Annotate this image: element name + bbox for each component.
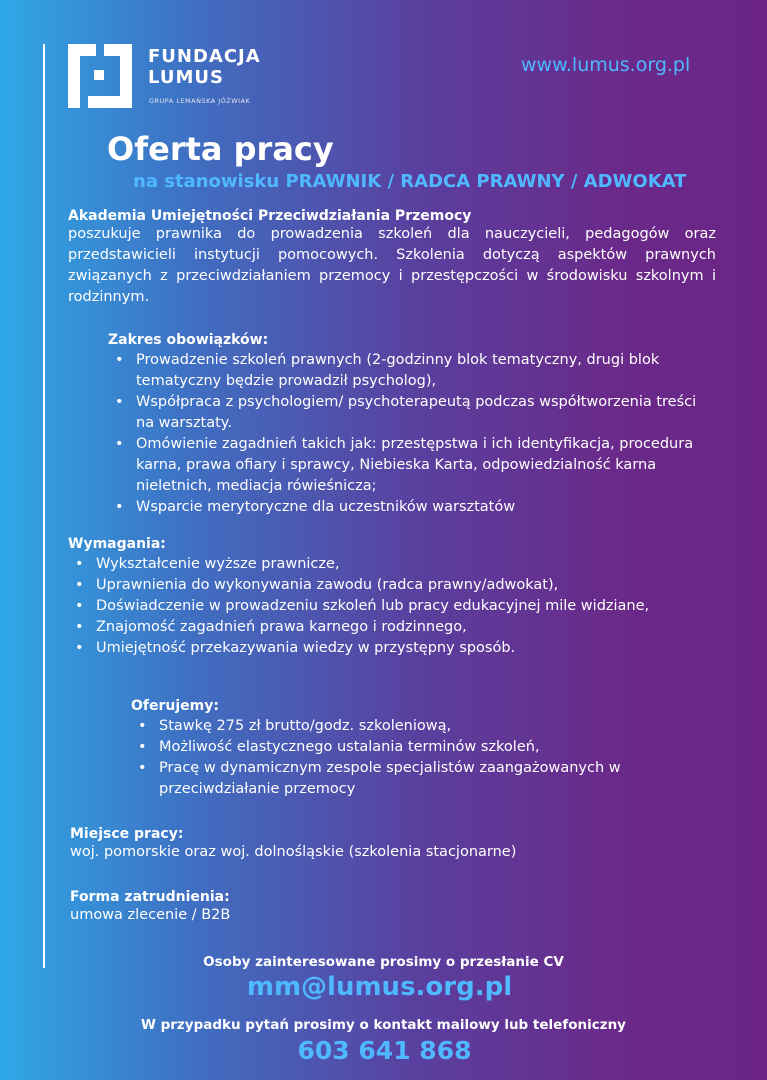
list-item: • Znajomość zagadnień prawa karnego i rodzinnego, [68,617,668,638]
questions-instruction: W przypadku pytań prosimy o kontakt mailowy lub telefoniczny [141,1017,626,1033]
brand-line-2: LUMUS [148,67,224,88]
website-link[interactable]: www.lumus.org.pl [521,54,691,76]
offer-section [131,698,731,800]
lumus-logo-icon [68,44,132,108]
page-title: Oferta pracy [107,130,334,168]
brand-name [148,46,261,88]
contact-email[interactable]: mm@lumus.org.pl [246,972,513,1002]
list-item: • Umiejętność przekazywania wiedzy w przystępny sposób. [68,638,668,659]
list-item: • Uprawnienia do wykonywania zawodu (radca prawny/adwokat), [68,575,668,596]
requirements-heading: Wymagania: [68,536,166,552]
brand-line-1: FUNDACJA [148,46,261,67]
duties-list [108,350,708,518]
list-item: • Możliwość elastycznego ustalania terminów szkoleń, [131,737,731,758]
workplace-section [70,826,516,863]
duties-heading: Zakres obowiązków: [108,332,269,348]
duties-section [108,332,708,518]
cv-instruction: Osoby zainteresowane prosimy o przesłanie CV [203,954,564,970]
list-item: • Wykształcenie wyższe prawnicze, [68,554,668,575]
workplace-text: woj. pomorskie oraz woj. dolnośląskie (szkolenia stacjonarne) [70,844,517,860]
contact-phone[interactable]: 603 641 868 [297,1036,472,1065]
intro-text: poszukuje prawnika do prowadzenia szkoleń dla nauczycieli, pedagogów oraz przedstawicieli instytucji pomocowych. Szkolenia dotyczą aspektów prawnych związanych z przeciwdziałaniem przemocy i przestępczości w środowisku szkolnym i rodzinnym. [68,226,716,305]
list-item: • Wsparcie merytoryczne dla uczestników warsztatów [108,497,708,518]
employment-heading: Forma zatrudnienia: [70,889,230,905]
intro-heading: Akademia Umiejętności Przeciwdziałania Przemocy [68,208,472,224]
list-item: • Współpraca z psychologiem/ psychoterapeutą podczas współtworzenia treści na warsztaty. [108,392,708,434]
workplace-heading: Miejsce pracy: [70,826,184,842]
intro-section [68,208,716,308]
list-item: • Doświadczenie w prowadzeniu szkoleń lub pracy edukacyjnej mile widziane, [68,596,668,617]
list-item: • Omówienie zagadnień takich jak: przestępstwa i ich identyfikacja, procedura karna, prawa ofiary i sprawcy, Niebieska Karta, odpowiedzialność karna nieletnich, mediacja rówieśnicza; [108,434,708,497]
subtitle-prefix: na stanowisku [133,171,286,192]
requirements-list [68,554,668,659]
list-item: • Stawkę 275 zł brutto/godz. szkoleniową, [131,716,731,737]
requirements-section [68,536,668,659]
position-subtitle [133,171,686,192]
list-item: • Prowadzenie szkoleń prawnych (2-godzinny blok tematyczny, drugi blok tematyczny będzie prowadził psycholog), [108,350,708,392]
position-name: PRAWNIK / RADCA PRAWNY / ADWOKAT [285,171,687,192]
offer-list [131,716,731,800]
offer-heading: Oferujemy: [131,698,219,714]
employment-text: umowa zlecenie / B2B [70,907,231,923]
vertical-divider-line [43,44,45,968]
brand-subtitle: GRUPA LEMAŃSKA JÓŹWIAK [149,97,251,105]
list-item: • Pracę w dynamicznym zespole specjalistów zaangażowanych w przeciwdziałanie przemocy [131,758,731,800]
employment-section [70,889,230,926]
